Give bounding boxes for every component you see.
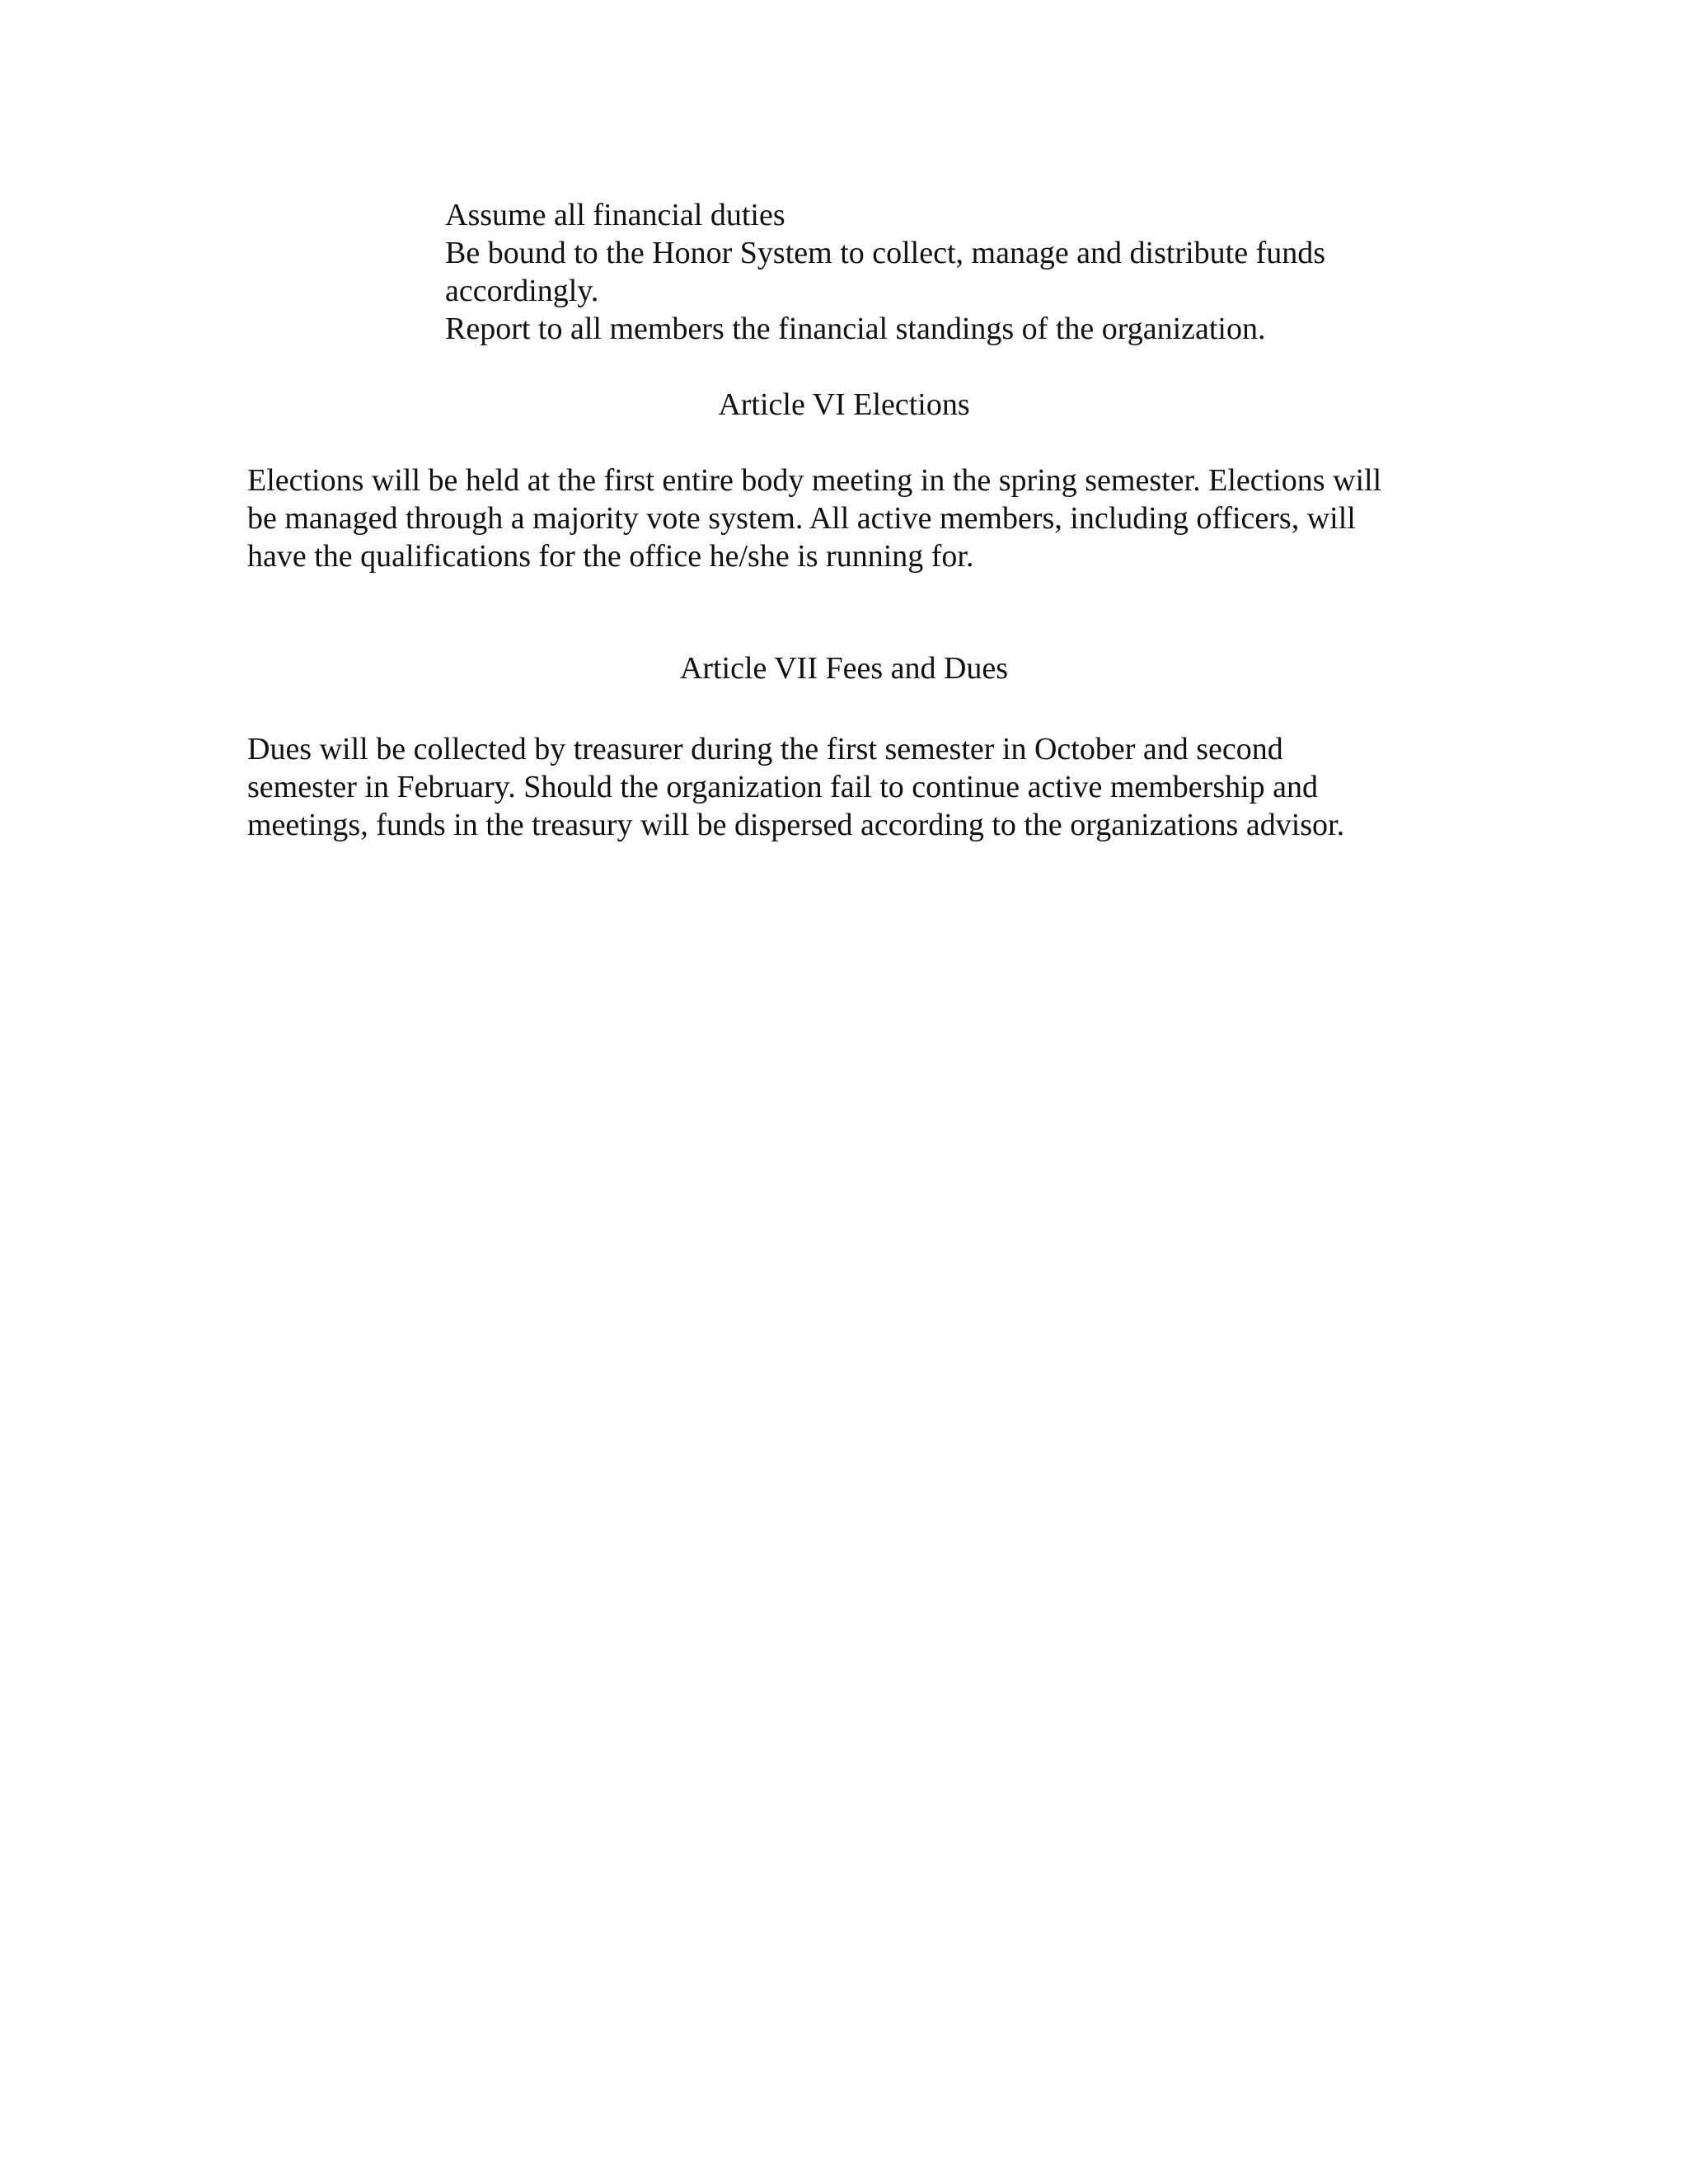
duty-line: Report to all members the financial standings of the organization. — [445, 312, 1266, 346]
paragraph-line: be managed through a majority vote system. All active members, including officers, will — [247, 501, 1356, 536]
paragraph-line: Dues will be collected by treasurer during the first semester in October and second — [247, 732, 1283, 766]
article-heading: Article VII Fees and Dues — [679, 651, 1009, 686]
paragraph-line: meetings, funds in the treasury will be dispersed according to the organizations advisor. — [247, 808, 1345, 842]
paragraph-line: semester in February. Should the organization fail to continue active membership and — [247, 770, 1319, 804]
article-heading: Article VI Elections — [718, 387, 970, 422]
paragraph-line: have the qualifications for the office he/she is running for. — [247, 539, 974, 574]
duty-line: Assume all financial duties — [445, 198, 785, 232]
duty-line: Be bound to the Honor System to collect, manage and distribute funds — [445, 236, 1326, 270]
duty-line: accordingly. — [445, 274, 599, 308]
paragraph-line: Elections will be held at the first entire body meeting in the spring semester. Elections will — [247, 463, 1382, 498]
